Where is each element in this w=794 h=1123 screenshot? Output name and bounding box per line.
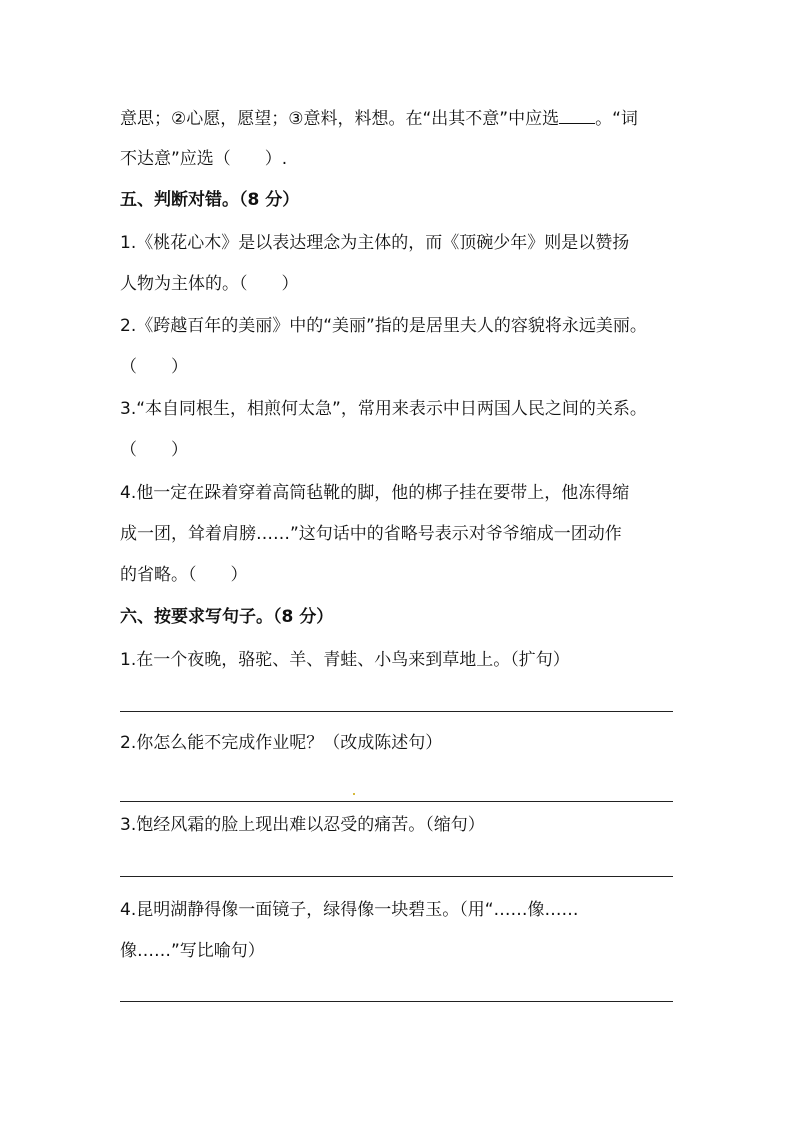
section-heading: 五、判断对错。（8 分） <box>120 190 300 210</box>
judge-item-2-line-2[interactable]: （ ） <box>120 357 188 377</box>
answer-blank[interactable] <box>559 109 595 124</box>
answer-line[interactable] <box>120 801 673 802</box>
judge-item-1-line-2: 人物为主体的。（ ） <box>120 274 299 294</box>
question-text: 。“词 <box>595 109 638 129</box>
judge-item-2-line-1: 2.《跨越百年的美丽》中的“美丽”指的是居里夫人的容貌将永远美丽。 <box>120 316 647 336</box>
judge-item-1-line-1: 1.《桃花心木》是以表达理念为主体的，而《顶碗少年》则是以赞扬 <box>120 233 630 253</box>
question-text-line: 不达意”应选（ ）. <box>120 149 288 169</box>
rewrite-item-4-line-2: 像……”写比喻句） <box>120 941 265 961</box>
question-text-line <box>120 107 638 131</box>
judge-item-3-line-2[interactable]: （ ） <box>120 440 188 460</box>
judge-item-3-line-1: 3.“本自同根生，相煎何太急”，常用来表示中日两国人民之间的关系。 <box>120 399 647 419</box>
answer-line[interactable] <box>120 876 673 877</box>
answer-line[interactable] <box>120 711 673 712</box>
stray-dot <box>353 793 355 795</box>
rewrite-item-4-line-1: 4.昆明湖静得像一面镜子，绿得像一块碧玉。（用“……像…… <box>120 900 579 920</box>
rewrite-item-2: 2.你怎么能不完成作业呢？（改成陈述句） <box>120 733 443 753</box>
answer-line[interactable] <box>120 1001 673 1002</box>
question-text: 意思；②心愿，愿望；③意料，料想。在“出其不意”中应选 <box>120 109 560 129</box>
section-heading: 六、按要求写句子。（8 分） <box>120 607 334 627</box>
judge-item-4-line-2: 成一团，耸着肩膀……”这句话中的省略号表示对爷爷缩成一团动作 <box>120 524 622 544</box>
rewrite-item-3: 3.饱经风霜的脸上现出难以忍受的痛苦。（缩句） <box>120 815 485 835</box>
judge-item-4-line-1: 4.他一定在跺着穿着高筒毡靴的脚，他的梆子挂在要带上，他冻得缩 <box>120 483 630 503</box>
rewrite-item-1: 1.在一个夜晚，骆驼、羊、青蛙、小鸟来到草地上。（扩句） <box>120 650 570 670</box>
judge-item-4-line-3: 的省略。（ ） <box>120 565 248 585</box>
